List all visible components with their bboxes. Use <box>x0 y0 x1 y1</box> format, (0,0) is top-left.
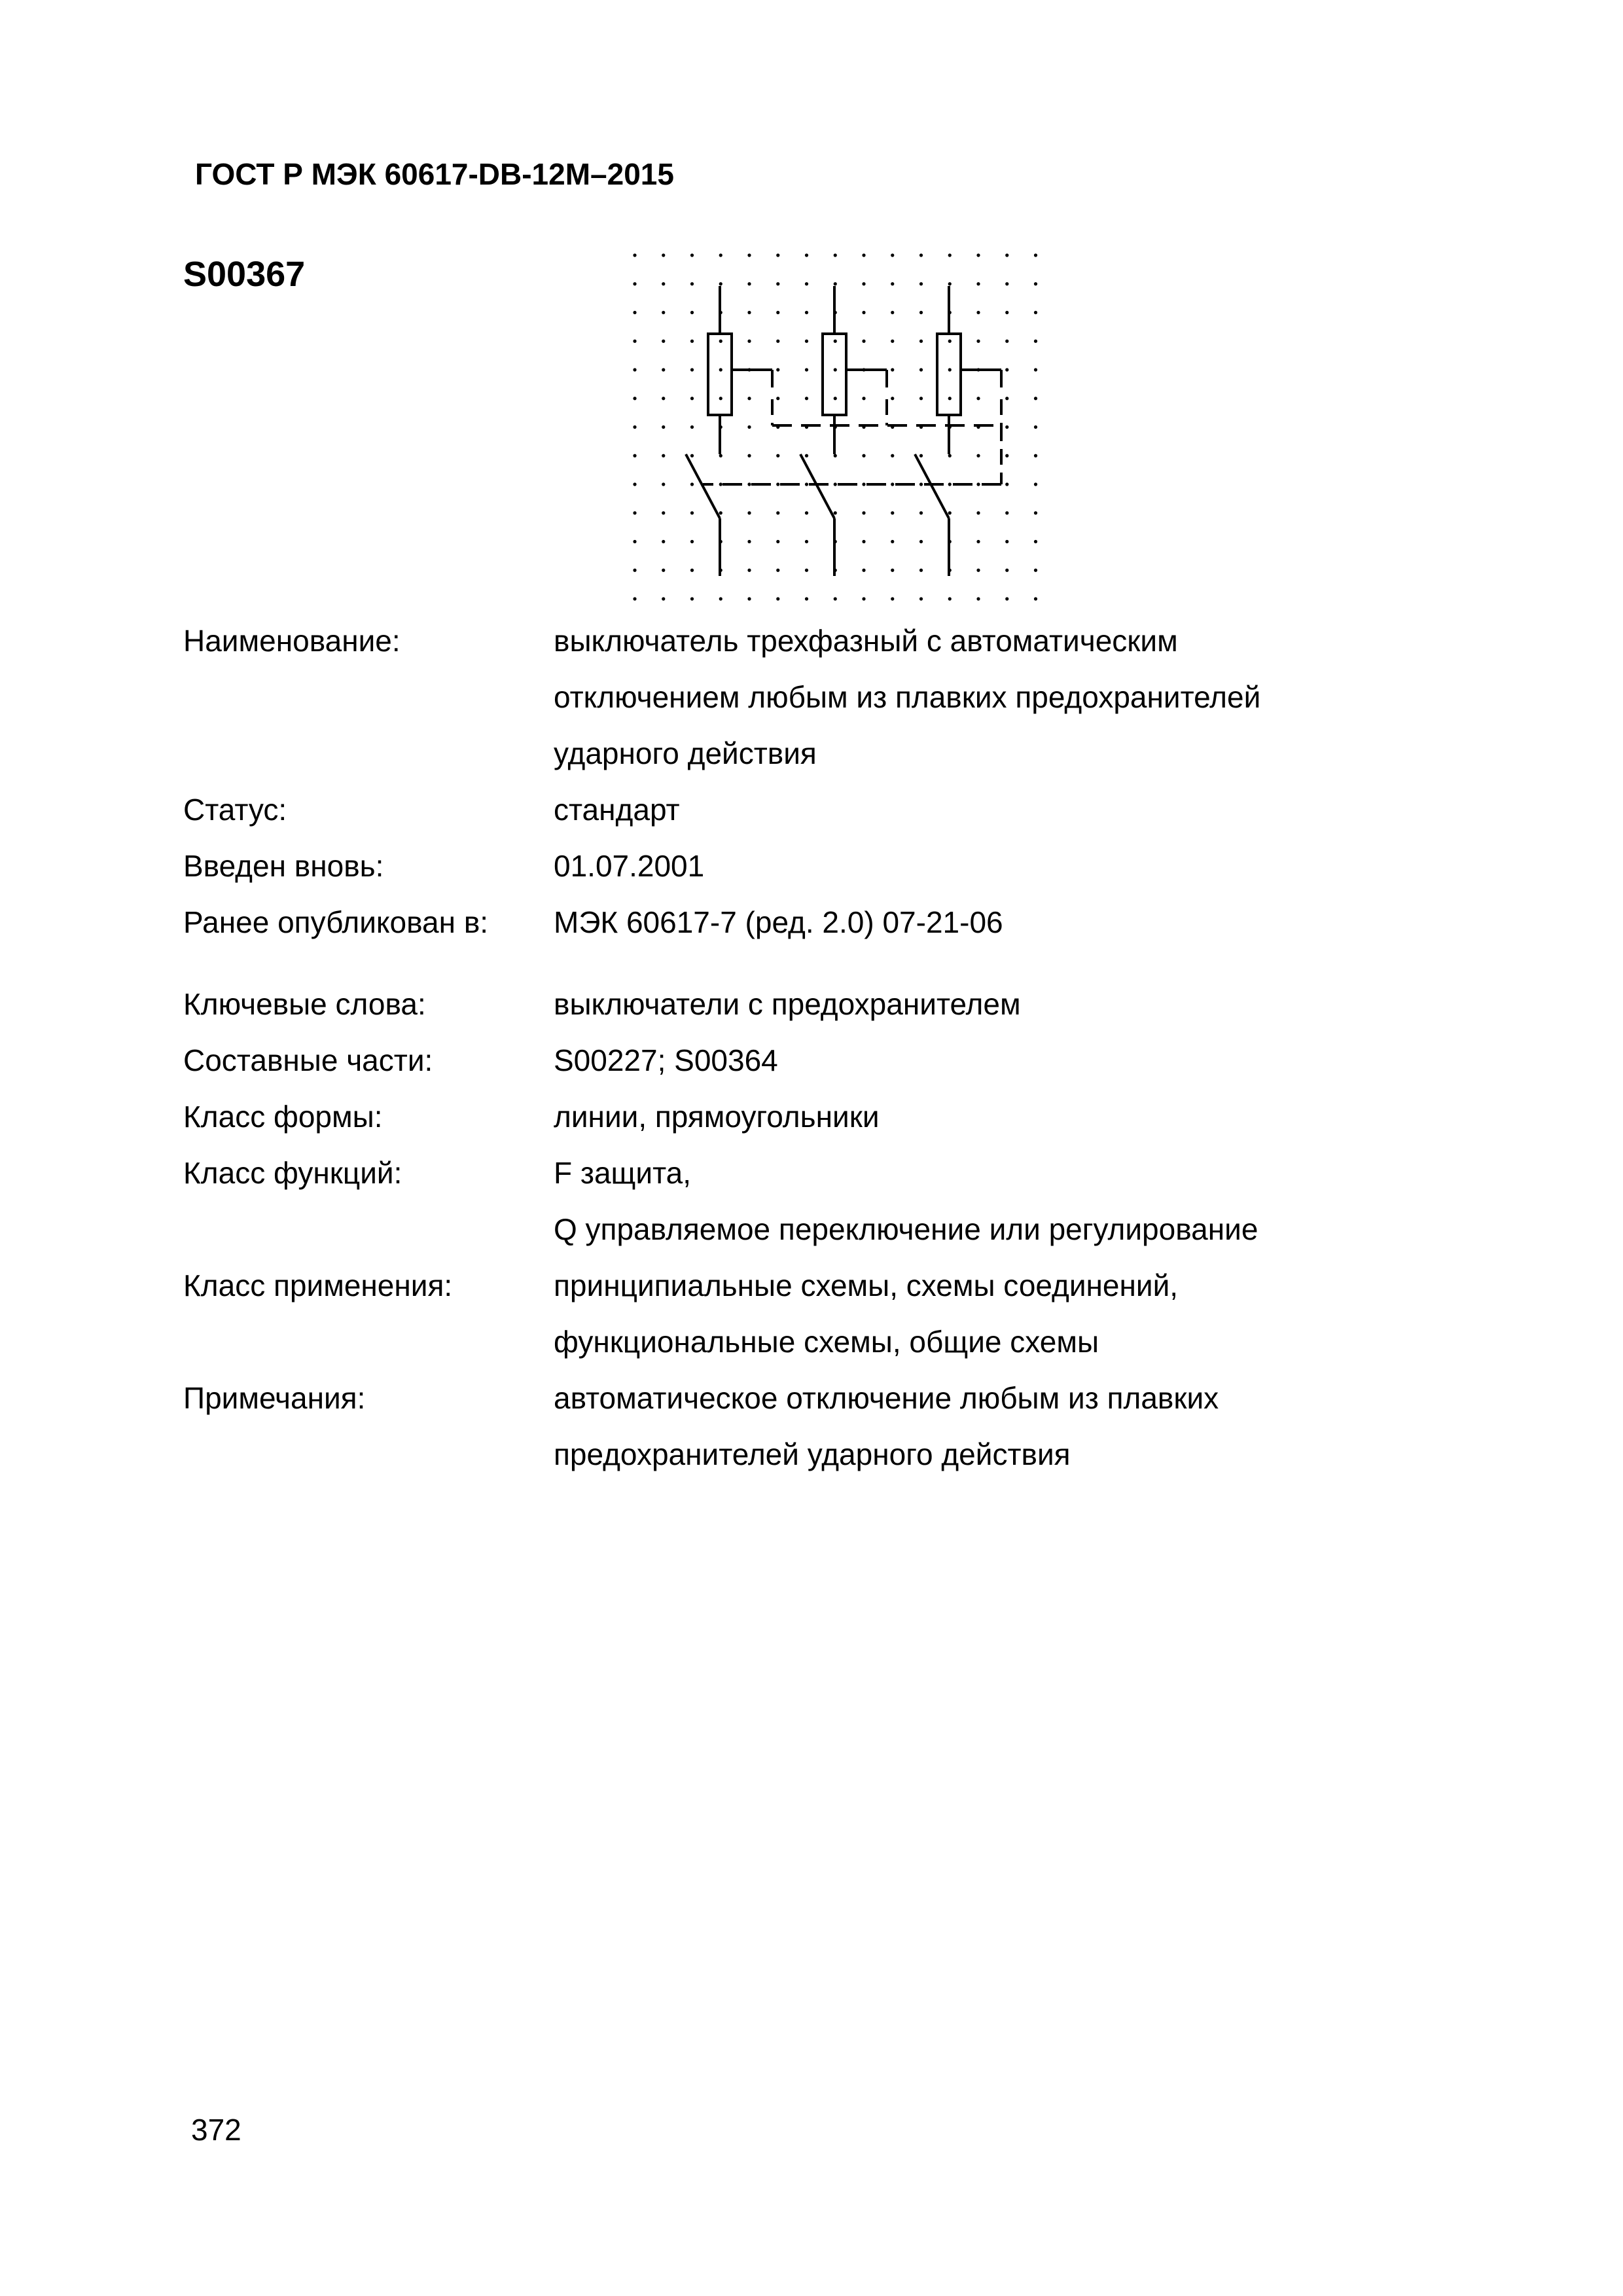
grid-dot <box>834 397 837 400</box>
grid-dot <box>690 540 694 543</box>
field-components-value: S00227; S00364 <box>554 1043 778 1077</box>
grid-dot <box>747 425 751 429</box>
grid-dot <box>1034 425 1037 429</box>
grid-dot <box>805 253 808 257</box>
grid-dot <box>690 282 694 285</box>
grid-dot <box>776 482 779 486</box>
field-function-class-values <box>554 1145 1492 1257</box>
grid-dot <box>834 253 837 257</box>
grid-dot <box>747 340 751 343</box>
field-shape-class-value: линии, прямоугольники <box>554 1100 880 1134</box>
grid-dot <box>891 253 894 257</box>
field-introduced-label: Введен вновь: <box>183 849 384 883</box>
grid-dot <box>948 368 952 371</box>
grid-dot <box>919 597 923 600</box>
fuse-3-body <box>937 334 961 415</box>
fuse-switch-pole-1 <box>686 286 732 576</box>
field-status-values <box>554 781 1492 838</box>
grid-dot <box>662 540 665 543</box>
grid-dot <box>690 482 694 486</box>
fuse-2-body <box>823 334 846 415</box>
grid-dot <box>1034 253 1037 257</box>
field-name-value-line: выключатель трехфазный с автоматическим <box>554 624 1178 658</box>
grid-dot <box>633 511 636 514</box>
grid-dot <box>891 397 894 400</box>
grid-dot <box>719 482 722 486</box>
field-name-value-line: отключением любым из плавких предохранителей <box>554 680 1261 714</box>
field-name-label: Наименование: <box>183 624 401 658</box>
grid-dot <box>862 454 865 457</box>
grid-dot <box>805 368 808 371</box>
grid-dot <box>662 253 665 257</box>
grid-dot <box>919 540 923 543</box>
field-keywords-label: Ключевые слова: <box>183 987 426 1021</box>
grid-dot <box>919 569 923 572</box>
grid-dot <box>948 397 952 400</box>
grid-dot <box>690 569 694 572</box>
fuse-1-body <box>708 334 732 415</box>
grid-dot <box>862 597 865 600</box>
field-previously-published-value: МЭК 60617-7 (ред. 2.0) 07-21-06 <box>554 905 1003 939</box>
grid-dot <box>919 482 923 486</box>
grid-dot <box>747 397 751 400</box>
grid-dot <box>776 311 779 314</box>
grid-dot <box>747 511 751 514</box>
grid-dot <box>862 282 865 285</box>
grid-dot <box>834 340 837 343</box>
grid-dot <box>1005 282 1008 285</box>
field-application-class-values <box>554 1257 1492 1370</box>
switch-3-blade <box>915 454 949 518</box>
field-notes-value-line: предохранителей ударного действия <box>554 1437 1071 1471</box>
grid-dot <box>1005 597 1008 600</box>
grid-dot <box>719 340 722 343</box>
grid-dot <box>976 597 980 600</box>
field-application-class-label: Класс применения: <box>183 1268 453 1302</box>
grid-dot <box>919 253 923 257</box>
grid-dot <box>862 569 865 572</box>
grid-dot <box>747 540 751 543</box>
grid-dot <box>776 397 779 400</box>
grid-dot <box>776 340 779 343</box>
grid-dot <box>633 311 636 314</box>
grid-dot <box>948 511 952 514</box>
grid-dot <box>976 540 980 543</box>
grid-dot <box>1005 511 1008 514</box>
grid-dot <box>747 482 751 486</box>
grid-dot <box>690 340 694 343</box>
fuse-switch-pole-2 <box>800 286 846 576</box>
grid-dot <box>891 282 894 285</box>
symbol-code: S00367 <box>183 255 306 294</box>
grid-dot <box>948 253 952 257</box>
field-shape-class <box>183 1088 1492 1145</box>
grid-dot <box>662 340 665 343</box>
field-introduced <box>183 838 1492 894</box>
grid-dot <box>719 454 722 457</box>
symbol-diagram <box>615 236 1060 615</box>
grid-dot <box>891 340 894 343</box>
grid-dot <box>633 540 636 543</box>
grid-dot <box>1034 597 1037 600</box>
grid-dot <box>919 397 923 400</box>
grid-dot <box>662 368 665 371</box>
grid-dot <box>776 569 779 572</box>
grid-dot <box>1005 368 1008 371</box>
grid-dot <box>690 511 694 514</box>
grid-dot <box>719 282 722 285</box>
grid-dot <box>1034 540 1037 543</box>
grid-dot <box>719 368 722 371</box>
grid-dot <box>633 368 636 371</box>
field-components-label: Составные части: <box>183 1043 433 1077</box>
fuse-switch-pole-3 <box>915 286 961 576</box>
grid-dot <box>834 368 837 371</box>
field-notes-value-line: автоматическое отключение любым из плавких <box>554 1381 1219 1415</box>
document-header: ГОСТ Р МЭК 60617-DB-12M–2015 <box>195 157 674 191</box>
field-previously-published <box>183 894 1492 950</box>
grid-dot <box>1005 569 1008 572</box>
symbol-diagram-svg <box>615 236 1060 615</box>
field-function-class-value-line: Q управляемое переключение или регулирование <box>554 1212 1258 1246</box>
grid-dot <box>1034 397 1037 400</box>
grid-dot <box>747 454 751 457</box>
grid-dot <box>662 454 665 457</box>
grid-dot <box>919 311 923 314</box>
page-number: 372 <box>191 2113 241 2147</box>
grid-dot <box>1005 425 1008 429</box>
field-shape-class-values <box>554 1088 1492 1145</box>
field-previously-published-label: Ранее опубликован в: <box>183 905 489 939</box>
grid-dot <box>747 253 751 257</box>
grid-dot <box>662 511 665 514</box>
grid-dot <box>862 540 865 543</box>
grid-dot <box>976 253 980 257</box>
field-shape-class-label: Класс формы: <box>183 1100 383 1134</box>
grid-dot <box>862 511 865 514</box>
grid-dot <box>1005 311 1008 314</box>
grid-dot <box>948 454 952 457</box>
grid-dot <box>862 397 865 400</box>
grid-dot <box>633 597 636 600</box>
grid-dot <box>776 454 779 457</box>
field-name-value-line: ударного действия <box>554 736 817 770</box>
field-status-value: стандарт <box>554 793 680 827</box>
grid-dot <box>1034 454 1037 457</box>
grid-dot <box>948 282 952 285</box>
grid-dot <box>1034 340 1037 343</box>
grid-dot <box>805 569 808 572</box>
grid-dot <box>1034 482 1037 486</box>
grid-dot <box>891 454 894 457</box>
grid-dot <box>1005 397 1008 400</box>
grid-dot <box>633 253 636 257</box>
grid-dot <box>776 253 779 257</box>
grid-dot <box>776 368 779 371</box>
grid-dot <box>891 311 894 314</box>
grid-dot <box>948 482 952 486</box>
field-keywords <box>183 976 1492 1032</box>
grid-dot <box>719 253 722 257</box>
grid-dot <box>862 340 865 343</box>
grid-dot <box>1034 569 1037 572</box>
grid-dot <box>976 311 980 314</box>
grid-dot <box>976 511 980 514</box>
grid-dot <box>719 397 722 400</box>
grid-dot <box>690 397 694 400</box>
field-function-class-label: Класс функций: <box>183 1156 402 1190</box>
grid-dot <box>919 340 923 343</box>
switch-1-blade <box>686 454 720 518</box>
grid-dot <box>891 368 894 371</box>
symbol-attributes <box>183 613 1492 1482</box>
grid-dot <box>719 597 722 600</box>
grid-dot <box>805 482 808 486</box>
field-components <box>183 1032 1492 1088</box>
grid-dot <box>1034 282 1037 285</box>
grid-dot <box>805 340 808 343</box>
field-notes-label: Примечания: <box>183 1381 366 1415</box>
grid-dot <box>633 569 636 572</box>
grid-dot <box>1005 540 1008 543</box>
field-introduced-value: 01.07.2001 <box>554 849 705 883</box>
grid-dot <box>1005 454 1008 457</box>
field-name <box>183 613 1492 781</box>
grid-dot <box>976 397 980 400</box>
grid-dot <box>1005 482 1008 486</box>
grid-dot <box>976 282 980 285</box>
grid-dot <box>1034 311 1037 314</box>
grid-dot <box>662 425 665 429</box>
field-introduced-values <box>554 838 1492 894</box>
grid-dot <box>662 482 665 486</box>
grid-dot <box>834 282 837 285</box>
field-application-class-value-line: функциональные схемы, общие схемы <box>554 1325 1099 1359</box>
grid-dot <box>747 597 751 600</box>
grid-dot <box>891 482 894 486</box>
grid-dot <box>1005 340 1008 343</box>
grid-dot <box>662 597 665 600</box>
grid-dot <box>633 454 636 457</box>
grid-dot <box>805 397 808 400</box>
field-application-class-value-line: принципиальные схемы, схемы соединений, <box>554 1268 1179 1302</box>
grid-dot <box>919 511 923 514</box>
grid-dot <box>776 540 779 543</box>
grid-dot <box>948 340 952 343</box>
grid-dot <box>633 397 636 400</box>
grid-dot <box>862 311 865 314</box>
grid-dot <box>633 482 636 486</box>
grid-dot <box>1034 511 1037 514</box>
grid-dot <box>948 597 952 600</box>
grid-dot <box>690 368 694 371</box>
grid-dot <box>834 454 837 457</box>
grid-dot <box>805 454 808 457</box>
grid-dot <box>776 597 779 600</box>
field-notes-values <box>554 1370 1492 1482</box>
grid-dot <box>690 311 694 314</box>
field-name-values <box>554 613 1492 781</box>
grid-dot <box>662 282 665 285</box>
grid-dot <box>662 569 665 572</box>
grid-dot <box>919 454 923 457</box>
grid-dot <box>919 368 923 371</box>
grid-dot <box>662 311 665 314</box>
grid-dot <box>976 340 980 343</box>
grid-dot <box>747 311 751 314</box>
grid-dot <box>805 511 808 514</box>
field-status-label: Статус: <box>183 793 287 827</box>
field-keywords-value: выключатели с предохранителем <box>554 987 1021 1021</box>
field-components-values <box>554 1032 1492 1088</box>
switch-2-blade <box>800 454 834 518</box>
grid-dot <box>891 511 894 514</box>
grid-dot <box>891 597 894 600</box>
grid-dot <box>805 540 808 543</box>
grid-dot <box>834 482 837 486</box>
field-keywords-values <box>554 976 1492 1032</box>
grid-dot <box>776 511 779 514</box>
grid-dot <box>719 511 722 514</box>
grid-dots <box>633 253 1060 600</box>
field-function-class <box>183 1145 1492 1257</box>
grid-dot <box>1034 368 1037 371</box>
field-function-class-value-line: F защита, <box>554 1156 692 1190</box>
grid-dot <box>919 282 923 285</box>
grid-dot <box>747 282 751 285</box>
grid-dot <box>633 282 636 285</box>
grid-dot <box>862 253 865 257</box>
grid-dot <box>1005 253 1008 257</box>
grid-dot <box>690 454 694 457</box>
grid-dot <box>690 597 694 600</box>
grid-dot <box>805 597 808 600</box>
grid-dot <box>633 425 636 429</box>
field-application-class <box>183 1257 1492 1370</box>
grid-dot <box>891 569 894 572</box>
grid-dot <box>976 569 980 572</box>
grid-dot <box>862 482 865 486</box>
grid-dot <box>747 569 751 572</box>
field-previously-published-values <box>554 894 1492 950</box>
grid-dot <box>976 482 980 486</box>
field-notes <box>183 1370 1492 1482</box>
grid-dot <box>633 340 636 343</box>
grid-dot <box>834 597 837 600</box>
grid-dot <box>662 397 665 400</box>
grid-dot <box>976 454 980 457</box>
grid-dot <box>805 311 808 314</box>
field-status <box>183 781 1492 838</box>
grid-dot <box>690 425 694 429</box>
grid-dot <box>776 282 779 285</box>
grid-dot <box>834 511 837 514</box>
grid-dot <box>690 253 694 257</box>
grid-dot <box>891 540 894 543</box>
grid-dot <box>805 282 808 285</box>
